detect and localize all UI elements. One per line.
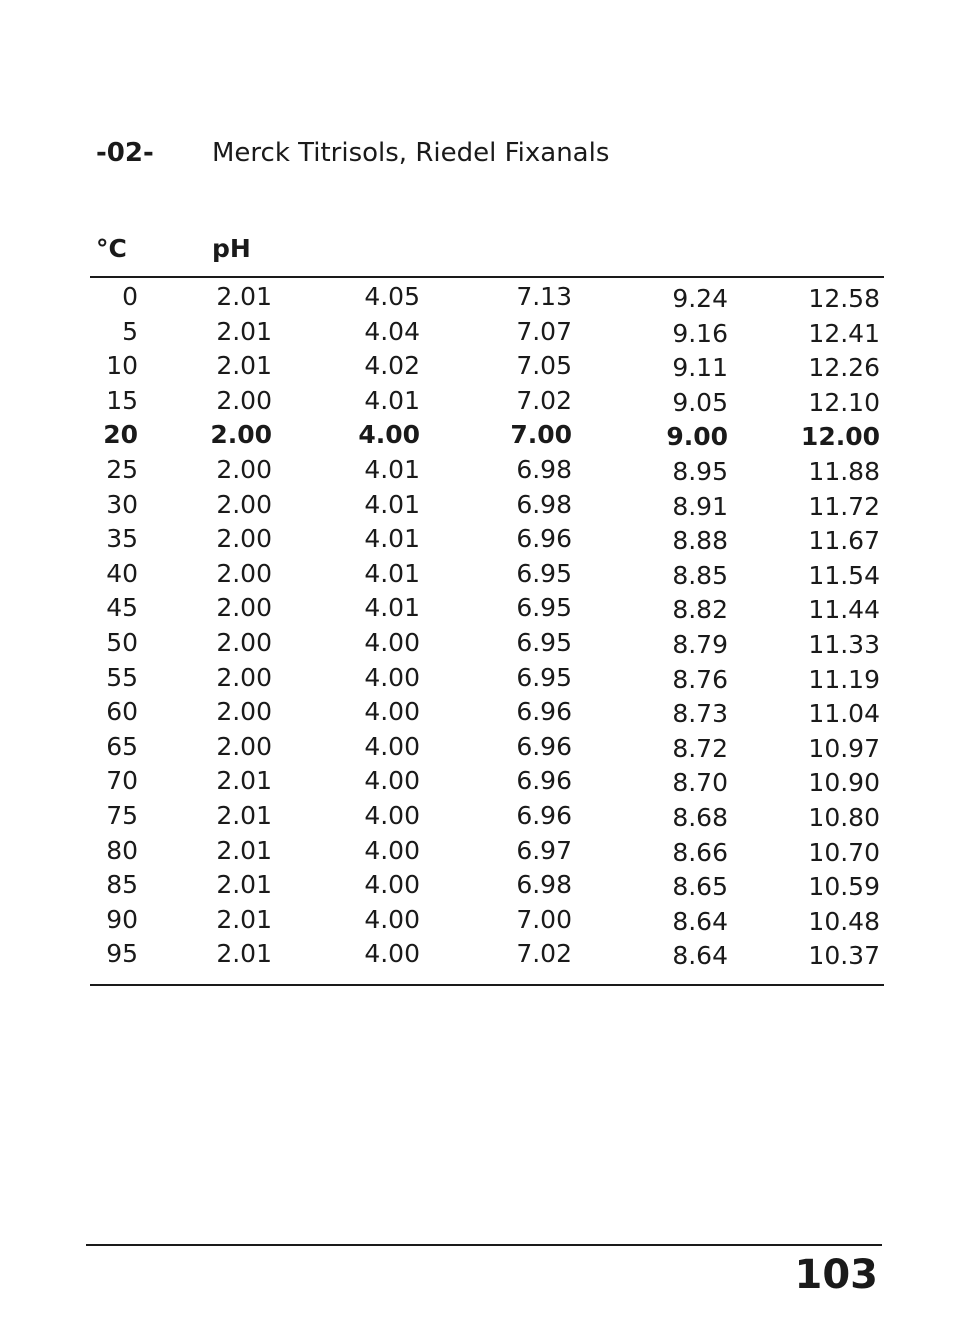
ph-2-cell: 2.01 xyxy=(216,939,272,969)
ph-12-cell: 10.48 xyxy=(808,906,880,936)
ph-9-cell: 9.11 xyxy=(672,353,728,383)
table-row xyxy=(0,418,954,453)
ph-7-cell: 7.07 xyxy=(516,316,572,346)
ph-7-cell: 7.13 xyxy=(516,282,572,311)
ph-7-cell: 6.95 xyxy=(516,558,572,588)
ph-9-cell: 8.85 xyxy=(672,560,728,590)
temperature-cell: 85 xyxy=(106,870,138,900)
temperature-cell: 30 xyxy=(106,489,138,519)
temperature-cell: 15 xyxy=(106,385,138,415)
table-row xyxy=(0,799,954,834)
ph-2-cell: 2.01 xyxy=(216,351,272,381)
ph-7-cell: 6.98 xyxy=(516,454,572,484)
ph-4-cell: 4.05 xyxy=(364,282,420,311)
ph-4-cell: 4.00 xyxy=(364,731,420,761)
section-title: Merck Titrisols, Riedel Fixanals xyxy=(212,138,610,168)
ph-9-cell: 8.64 xyxy=(672,941,728,971)
ph-12-cell: 10.70 xyxy=(808,837,880,867)
temperature-cell: 0 xyxy=(122,282,138,311)
ph-7-cell: 6.95 xyxy=(516,627,572,657)
ph-12-cell: 11.67 xyxy=(808,526,880,556)
ph-12-cell: 11.72 xyxy=(808,491,880,521)
ph-7-cell: 6.97 xyxy=(516,835,572,865)
ph-4-cell: 4.01 xyxy=(364,454,420,484)
table-row xyxy=(0,730,954,765)
ph-7-cell: 6.96 xyxy=(516,766,572,796)
temperature-cell: 10 xyxy=(106,351,138,381)
ph-2-cell: 2.00 xyxy=(216,454,272,484)
ph-4-cell: 4.04 xyxy=(364,316,420,346)
ph-9-cell: 9.16 xyxy=(672,318,728,348)
ph-12-cell: 11.33 xyxy=(808,629,880,659)
ph-2-cell: 2.00 xyxy=(216,731,272,761)
ph-7-cell: 6.96 xyxy=(516,800,572,830)
ph-column-header: pH xyxy=(212,234,251,263)
ph-4-cell: 4.00 xyxy=(364,627,420,657)
temperature-cell: 55 xyxy=(106,662,138,692)
temperature-cell: 65 xyxy=(106,731,138,761)
ph-12-cell: 10.37 xyxy=(808,941,880,971)
temperature-cell: 75 xyxy=(106,800,138,830)
table-row xyxy=(0,315,954,350)
ph-7-cell: 7.00 xyxy=(516,904,572,934)
ph-9-cell: 8.72 xyxy=(672,733,728,763)
ph-4-cell: 4.00 xyxy=(364,904,420,934)
table-row xyxy=(0,626,954,661)
ph-9-cell: 8.95 xyxy=(672,456,728,486)
ph-2-cell: 2.00 xyxy=(216,558,272,588)
ph-9-cell: 8.79 xyxy=(672,629,728,659)
ph-2-cell: 2.01 xyxy=(216,800,272,830)
ph-2-cell: 2.01 xyxy=(216,904,272,934)
temperature-cell: 60 xyxy=(106,697,138,727)
ph-2-cell: 2.01 xyxy=(216,835,272,865)
ph-7-cell: 7.02 xyxy=(516,385,572,415)
temperature-cell: 70 xyxy=(106,766,138,796)
table-row xyxy=(0,868,954,903)
ph-4-cell: 4.00 xyxy=(364,662,420,692)
table-row xyxy=(0,349,954,384)
table-row xyxy=(0,522,954,557)
ph-7-cell: 6.98 xyxy=(516,870,572,900)
ph-4-cell: 4.00 xyxy=(358,420,420,450)
table-row xyxy=(0,661,954,696)
ph-9-cell: 8.88 xyxy=(672,526,728,556)
ph-2-cell: 2.00 xyxy=(216,385,272,415)
ph-12-cell: 12.26 xyxy=(808,353,880,383)
ph-4-cell: 4.00 xyxy=(364,800,420,830)
ph-9-cell: 8.70 xyxy=(672,768,728,798)
ph-2-cell: 2.00 xyxy=(216,627,272,657)
table-row xyxy=(0,764,954,799)
ph-9-cell: 8.82 xyxy=(672,595,728,625)
temperature-cell: 95 xyxy=(106,939,138,969)
ph-7-cell: 6.98 xyxy=(516,489,572,519)
temperature-cell: 35 xyxy=(106,524,138,554)
ph-9-cell: 8.65 xyxy=(672,872,728,902)
ph-4-cell: 4.00 xyxy=(364,835,420,865)
table-row xyxy=(0,280,954,315)
ph-9-cell: 9.00 xyxy=(666,422,728,452)
footer-rule xyxy=(86,1244,882,1246)
ph-4-cell: 4.00 xyxy=(364,870,420,900)
temperature-cell: 25 xyxy=(106,454,138,484)
ph-9-cell: 8.76 xyxy=(672,664,728,694)
ph-12-cell: 10.80 xyxy=(808,802,880,832)
ph-12-cell: 10.59 xyxy=(808,872,880,902)
ph-9-cell: 8.91 xyxy=(672,491,728,521)
table-row xyxy=(0,903,954,938)
ph-12-cell: 10.90 xyxy=(808,768,880,798)
ph-2-cell: 2.00 xyxy=(210,420,272,450)
ph-7-cell: 6.96 xyxy=(516,697,572,727)
temperature-cell: 90 xyxy=(106,904,138,934)
table-row xyxy=(0,695,954,730)
ph-12-cell: 12.00 xyxy=(800,422,880,452)
ph-12-cell: 12.58 xyxy=(808,284,880,313)
page-number: 103 xyxy=(794,1252,878,1298)
table-row xyxy=(0,591,954,626)
ph-12-cell: 11.88 xyxy=(808,456,880,486)
section-code: -02- xyxy=(96,138,154,168)
ph-7-cell: 6.95 xyxy=(516,662,572,692)
ph-12-cell: 12.41 xyxy=(808,318,880,348)
ph-7-cell: 7.00 xyxy=(510,420,572,450)
ph-9-cell: 9.05 xyxy=(672,387,728,417)
ph-4-cell: 4.00 xyxy=(364,766,420,796)
table-row xyxy=(0,384,954,419)
table-row xyxy=(0,557,954,592)
temperature-cell: 50 xyxy=(106,627,138,657)
ph-9-cell: 8.68 xyxy=(672,802,728,832)
temperature-cell: 40 xyxy=(106,558,138,588)
temperature-cell: 20 xyxy=(103,420,138,450)
ph-12-cell: 11.44 xyxy=(808,595,880,625)
ph-2-cell: 2.00 xyxy=(216,489,272,519)
ph-7-cell: 6.96 xyxy=(516,731,572,761)
ph-9-cell: 8.66 xyxy=(672,837,728,867)
ph-12-cell: 10.97 xyxy=(808,733,880,763)
ph-9-cell: 8.64 xyxy=(672,906,728,936)
ph-12-cell: 11.19 xyxy=(808,664,880,694)
ph-4-cell: 4.01 xyxy=(364,489,420,519)
ph-2-cell: 2.01 xyxy=(216,316,272,346)
table-row xyxy=(0,453,954,488)
ph-4-cell: 4.01 xyxy=(364,593,420,623)
ph-7-cell: 6.95 xyxy=(516,593,572,623)
ph-2-cell: 2.01 xyxy=(216,870,272,900)
table-top-rule xyxy=(90,276,884,278)
table-row xyxy=(0,488,954,523)
table-row xyxy=(0,834,954,869)
temperature-cell: 80 xyxy=(106,835,138,865)
ph-4-cell: 4.00 xyxy=(364,939,420,969)
ph-4-cell: 4.01 xyxy=(364,558,420,588)
ph-2-cell: 2.00 xyxy=(216,697,272,727)
ph-temperature-table xyxy=(0,280,954,972)
temperature-cell: 45 xyxy=(106,593,138,623)
temperature-column-header: °C xyxy=(96,234,127,263)
ph-7-cell: 7.02 xyxy=(516,939,572,969)
ph-2-cell: 2.00 xyxy=(216,524,272,554)
ph-4-cell: 4.01 xyxy=(364,385,420,415)
ph-12-cell: 11.04 xyxy=(808,699,880,729)
ph-9-cell: 9.24 xyxy=(672,284,728,313)
ph-12-cell: 12.10 xyxy=(808,387,880,417)
ph-2-cell: 2.00 xyxy=(216,593,272,623)
ph-2-cell: 2.01 xyxy=(216,282,272,311)
ph-2-cell: 2.01 xyxy=(216,766,272,796)
ph-12-cell: 11.54 xyxy=(808,560,880,590)
ph-9-cell: 8.73 xyxy=(672,699,728,729)
table-bottom-rule xyxy=(90,984,884,986)
ph-4-cell: 4.02 xyxy=(364,351,420,381)
ph-7-cell: 6.96 xyxy=(516,524,572,554)
ph-4-cell: 4.01 xyxy=(364,524,420,554)
ph-2-cell: 2.00 xyxy=(216,662,272,692)
table-row xyxy=(0,937,954,972)
ph-4-cell: 4.00 xyxy=(364,697,420,727)
temperature-cell: 5 xyxy=(122,316,138,346)
ph-7-cell: 7.05 xyxy=(516,351,572,381)
